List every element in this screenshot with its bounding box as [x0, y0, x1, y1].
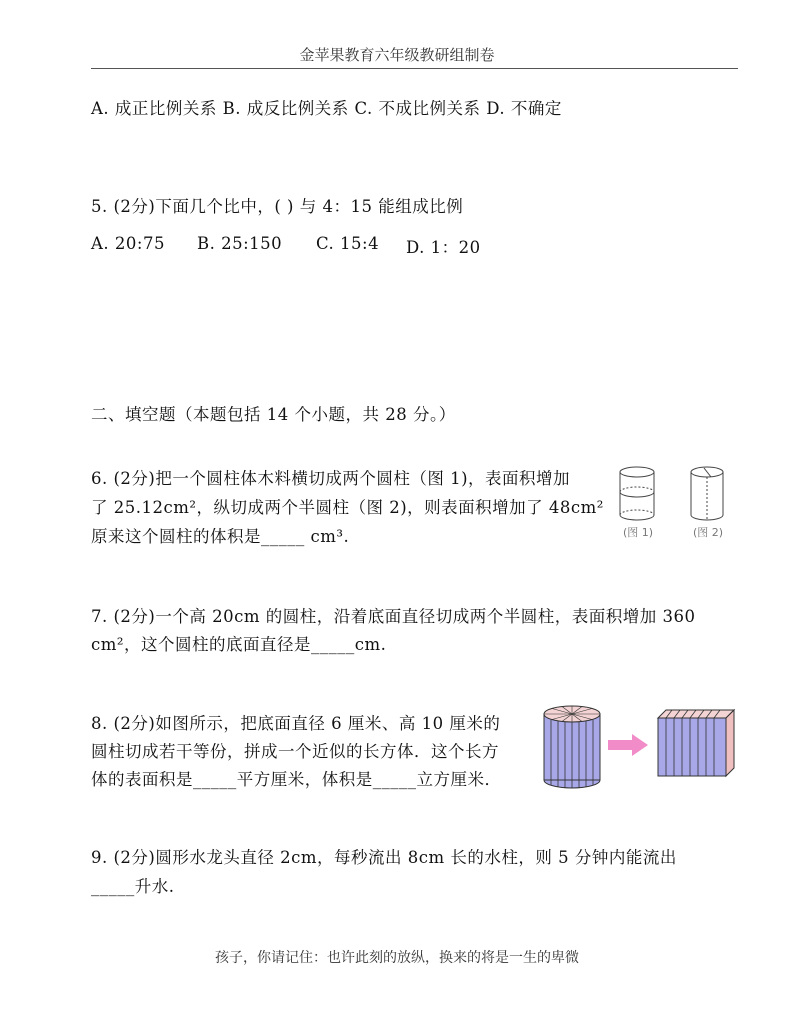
q5-option-c: C. 15:4 — [316, 234, 380, 253]
section-title: 二、填空题（本题包括 14 个小题，共 28 分。） — [91, 405, 456, 424]
header-divider — [91, 68, 738, 69]
q8-line-2: 圆柱切成若干等份，拼成一个近似的长方体．这个长方 — [91, 742, 499, 761]
q5-stem: 5. (2分)下面几个比中，( ) 与 4：15 能组成比例 — [91, 197, 464, 216]
page-header: 金苹果教育六年级教研组制卷 — [299, 46, 495, 64]
figure-1-cylinder — [620, 467, 654, 520]
figure-2-cylinder — [691, 467, 723, 520]
q5-option-a: A. 20:75 — [91, 234, 165, 253]
q5-option-b: B. 25:150 — [197, 234, 283, 253]
q8-line-1: 8. (2分)如图所示，把底面直径 6 厘米、高 10 厘米的 — [91, 714, 501, 733]
q6-line-1: 6. (2分)把一个圆柱体木料横切成两个圆柱（图 1)，表面积增加 — [91, 469, 571, 488]
q8-line-3: 体的表面积是_____平方厘米，体积是_____立方厘米． — [91, 770, 502, 789]
segmented-cylinder — [544, 706, 600, 788]
q4-options: A. 成正比例关系 B. 成反比例关系 C. 不成比例关系 D. 不确定 — [91, 99, 562, 118]
q8-cylinder-to-cuboid-figure — [538, 700, 743, 790]
figure-2-label: (图 2) — [693, 526, 724, 539]
q6-cylinder-figures — [612, 462, 740, 544]
q9-line-2: _____升水. — [91, 877, 175, 896]
q6-line-3: 原来这个圆柱的体积是_____ cm³. — [91, 527, 350, 546]
page-footer: 孩子，你请记住：也许此刻的放纵，换来的将是一生的卑微 — [215, 950, 579, 966]
figure-1-label: (图 1) — [623, 526, 654, 539]
arrow-right-icon — [608, 734, 648, 756]
approximate-cuboid — [658, 710, 734, 776]
q6-line-2: 了 25.12cm²，纵切成两个半圆柱（图 2)，则表面积增加了 48cm² — [91, 498, 604, 517]
q7-line-2: cm²，这个圆柱的底面直径是_____cm. — [91, 635, 387, 654]
q5-option-d: D. 1：20 — [406, 238, 481, 257]
q9-line-1: 9. (2分)圆形水龙头直径 2cm，每秒流出 8cm 长的水柱，则 5 分钟内能流出 — [91, 848, 677, 867]
q7-line-1: 7. (2分)一个高 20cm 的圆柱，沿着底面直径切成两个半圆柱，表面积增加 360 — [91, 607, 696, 626]
